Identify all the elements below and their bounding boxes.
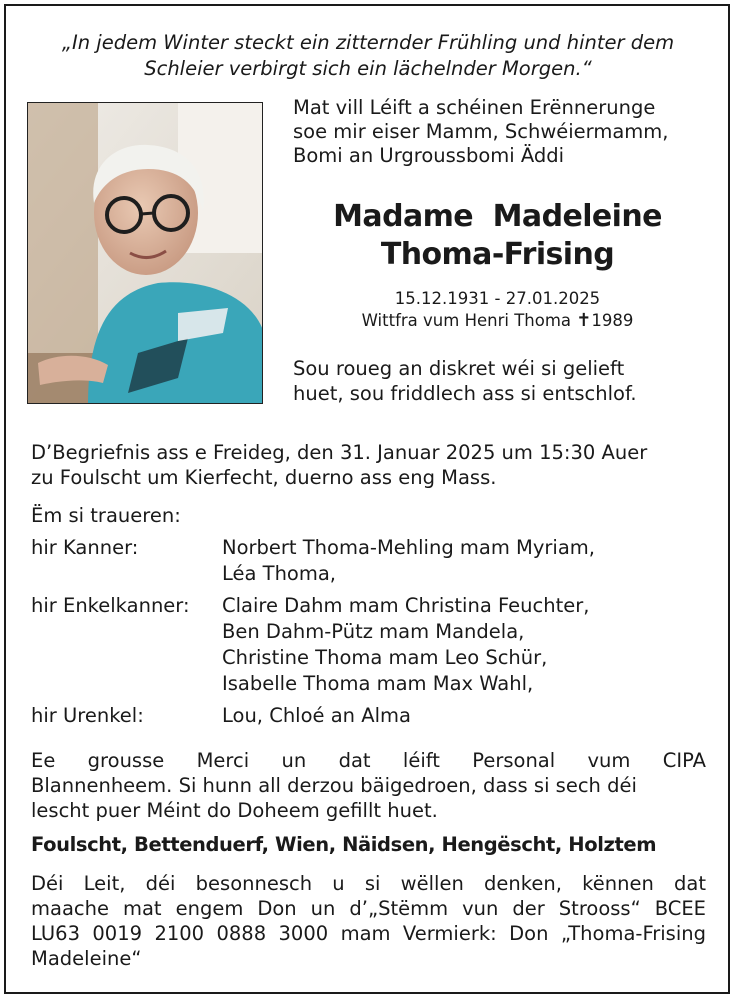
mourner-names: [222, 535, 721, 587]
mourner-name: Isabelle Thoma mam Max Wahl,: [222, 672, 534, 695]
funeral-line: D’Begriefnis ass e Freideg, den 31. Januar 2025 um 15:30 Auer: [31, 441, 648, 464]
cross-icon: ✝: [576, 310, 592, 331]
donation-line: LU63 0019 2100 0888 3000 mam Vermierk: Don „Thoma-Frising: [31, 922, 706, 945]
passing-text: [293, 356, 713, 406]
funeral-info: [31, 440, 711, 490]
thanks-text: [31, 748, 706, 823]
donation-text: [31, 871, 706, 971]
name-line-1: Madame Madeleine: [333, 199, 662, 234]
life-dates: 15.12.1931 - 27.01.2025: [394, 289, 601, 308]
donation-line: maache mat engem Don un d’„Stëmm vun der Strooss“ BCEE: [31, 897, 706, 920]
intro-text: [293, 96, 713, 168]
mourner-name: Lou, Chloé an Alma: [222, 704, 411, 727]
thanks-line: Ee grousse Merci un dat léift Personal vum CIPA: [31, 749, 706, 772]
mourners-intro: Ëm si traueren:: [31, 504, 181, 527]
mourner-name: Claire Dahm mam Christina Feuchter,: [222, 594, 590, 617]
quote-line: Schleier verbirgt sich ein lächelnder Morgen.“: [144, 57, 592, 80]
widow-text: Wittfra vum Henri Thoma: [361, 311, 572, 330]
mourner-label: hir Kanner:: [31, 536, 139, 559]
passing-line: Sou roueg an diskret wéi si gelieft: [293, 357, 625, 380]
deceased-name: [290, 198, 705, 274]
mourner-group-children: [31, 535, 721, 587]
mourner-name: Norbert Thoma-Mehling mam Myriam,: [222, 536, 595, 559]
mourner-name: Christine Thoma mam Leo Schür,: [222, 646, 548, 669]
intro-line: Bomi an Urgroussbomi Äddi: [293, 144, 565, 167]
mourner-label: hir Urenkel:: [31, 704, 144, 727]
name-line-2: Thoma-Frising: [380, 237, 615, 272]
mourner-name: Léa Thoma,: [222, 562, 337, 585]
thanks-line: lescht puer Méint do Doheem gefillt huet.: [31, 799, 438, 822]
husband-death-year: 1989: [591, 311, 634, 330]
mourner-name: Ben Dahm-Pütz mam Mandela,: [222, 620, 525, 643]
donation-line: Madeleine“: [31, 947, 142, 970]
quote-line: „In jedem Winter steckt ein zitternder Frühling und hinter dem: [61, 31, 675, 54]
mourners-list: [31, 535, 721, 735]
widow-note: [290, 310, 705, 332]
intro-line: Mat vill Léift a schéinen Erënnerunge: [293, 96, 656, 119]
funeral-line: zu Foulscht um Kierfecht, duerno ass eng Mass.: [31, 466, 497, 489]
donation-line: Déi Leit, déi besonnesch u si wëllen denken, kënnen dat: [31, 872, 706, 895]
intro-line: soe mir eiser Mamm, Schwéiermamm,: [293, 120, 669, 143]
mourner-names: [222, 593, 721, 697]
mourner-label: hir Enkelkanner:: [31, 594, 190, 617]
mourner-group-great-grandchildren: [31, 703, 721, 729]
portrait-photo: [27, 102, 263, 404]
mourner-names: [222, 703, 721, 729]
opening-quote: [10, 30, 726, 82]
mourner-group-grandchildren: [31, 593, 721, 697]
places-list: Foulscht, Bettenduerf, Wien, Näidsen, Hengëscht, Holztem: [31, 833, 657, 856]
thanks-line: Blannenheem. Si hunn all derzou bäigedroen, dass si sech déi: [31, 774, 637, 797]
passing-line: huet, sou friddlech ass si entschlof.: [293, 382, 637, 405]
